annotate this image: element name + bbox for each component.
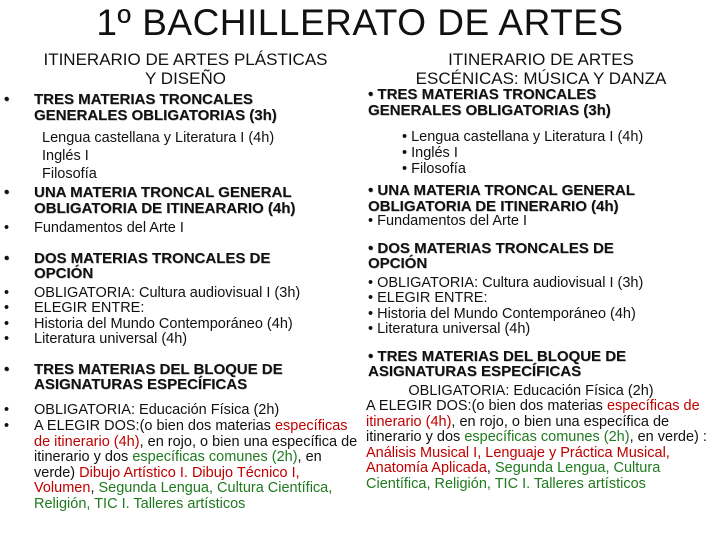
page-title: 1º BACHILLERATO DE ARTES	[96, 2, 624, 43]
bullet-icon: •	[4, 249, 10, 267]
right-troncal-general-item: • Fundamentos del Arte I	[368, 213, 528, 229]
bullet-icon: •	[4, 300, 10, 316]
bullet-icon: •	[4, 184, 10, 201]
left-opcion-list	[4, 284, 363, 348]
list-item: Filosofía	[42, 166, 97, 182]
left-column-heading: ITINERARIO DE ARTES PLÁSTICAS Y DISEÑO	[43, 50, 328, 88]
list-item: • Filosofía	[402, 161, 466, 177]
left-troncal-general-item: • Fundamentos del Arte I	[4, 220, 184, 236]
bullet-icon: •	[4, 331, 10, 347]
list-item: Inglés I	[42, 148, 89, 164]
list-item: • ELEGIR ENTRE:	[368, 290, 488, 306]
list-item: • Literatura universal (4h)	[368, 321, 531, 337]
left-opcion-heading: • DOS MATERIAS TRONCALES DE OPCIÓN	[4, 249, 271, 282]
left-especificas-item-obligatoria: • OBLIGATORIA: Educación Física (2h)	[4, 401, 280, 418]
list-item: • Inglés I	[402, 145, 458, 161]
right-especificas-item-obligatoria: OBLIGATORIA: Educación Física (2h)	[408, 382, 654, 399]
bullet-icon: •	[4, 360, 10, 378]
list-item: Lengua castellana y Literatura I (4h)	[42, 130, 275, 146]
list-item: • Literatura universal (4h)	[4, 331, 188, 347]
bullet-icon: •	[4, 418, 10, 434]
bullet-icon: •	[4, 401, 10, 418]
left-column-artes-plasticas	[4, 50, 363, 512]
right-opcion-heading: • DOS MATERIAS TRONCALES DE OPCIÓN	[368, 239, 614, 272]
left-troncales-list	[8, 129, 363, 183]
list-item: • Historia del Mundo Contemporáneo (4h)	[368, 305, 636, 322]
list-item: • ELEGIR ENTRE:	[4, 300, 145, 316]
right-column-artes-escenicas	[366, 50, 716, 492]
bullet-icon: •	[4, 284, 10, 301]
right-troncales-heading: • TRES MATERIAS TRONCALES GENERALES OBLIGATORIAS (3h)	[368, 86, 611, 119]
right-opcion-list	[366, 276, 716, 338]
right-troncales-list	[366, 129, 716, 177]
list-item: • OBLIGATORIA: Cultura audiovisual I (3h)	[4, 284, 301, 301]
list-item: • Lengua castellana y Literatura I (4h)	[402, 129, 644, 145]
list-item: • Historia del Mundo Contemporáneo (4h)	[4, 315, 293, 332]
left-troncales-heading: • TRES MATERIAS TRONCALES GENERALES OBLIGATORIAS (3h)	[4, 91, 277, 124]
bullet-icon: •	[4, 315, 10, 332]
bullet-icon: •	[4, 220, 10, 236]
right-especificas-item-elegir: A ELEGIR DOS:(o bien dos materias específicas de itinerario (4h), en rojo, o bien una específica de itinerario y dos específicas comunes (2h), en verde) : Análisis Musical I, Lenguaje y Práctica Musical, Anatomía Aplicada, Segunda Lengua, Cultura Científica, Religión, TIC I. Talleres artísticos	[366, 398, 707, 492]
left-troncal-general-heading: • UNA MATERIA TRONCAL GENERAL OBLIGATORIA DE ITINEARARIO (4h)	[4, 184, 296, 217]
list-item: • OBLIGATORIA: Cultura audiovisual I (3h)	[368, 274, 644, 291]
right-column-heading: ITINERARIO DE ARTES ESCÉNICAS: MÚSICA Y DANZA	[415, 50, 667, 88]
right-especificas-heading: • TRES MATERIAS DEL BLOQUE DE ASIGNATURAS ESPECÍFICAS	[368, 347, 627, 380]
bullet-icon: •	[4, 91, 10, 108]
left-especificas-item-elegir: • A ELEGIR DOS:(o bien dos materias específicas de itinerario (4h), en rojo, o bien una específica de itinerario y dos específicas comunes (2h), en verde) Dibujo Artístico I. Dibujo Técnico I, Volumen, Segunda Lengua, Cultura Científica, Religión, TIC I. Talleres artísticos	[4, 418, 358, 512]
right-troncal-general-heading: • UNA MATERIA TRONCAL GENERAL OBLIGATORIA DE ITINERARIO (4h)	[368, 182, 635, 215]
left-especificas-heading: • TRES MATERIAS DEL BLOQUE DE ASIGNATURAS ESPECÍFICAS	[4, 360, 283, 393]
